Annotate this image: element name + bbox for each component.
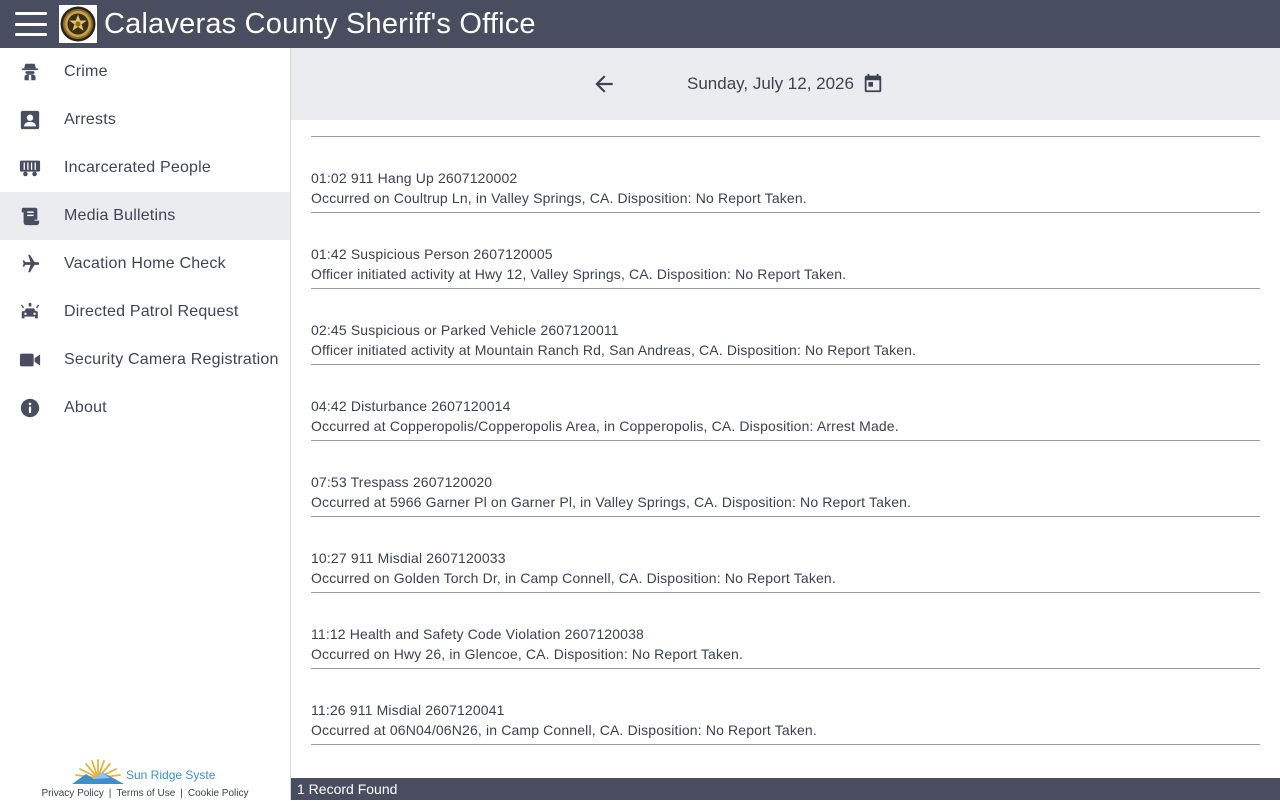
list-item[interactable] bbox=[311, 213, 1260, 289]
sidebar-item-label: Arrests bbox=[64, 111, 117, 128]
airplane-icon bbox=[18, 252, 42, 276]
hamburger-menu-icon[interactable] bbox=[15, 12, 47, 36]
info-icon bbox=[18, 396, 42, 420]
video-camera-icon bbox=[18, 348, 42, 372]
id-badge-icon bbox=[18, 108, 42, 132]
cookie-policy-link[interactable]: Cookie Policy bbox=[187, 788, 249, 799]
entry-title: 02:45 Suspicious or Parked Vehicle 2607120011 bbox=[311, 322, 619, 338]
entry-title: 10:27 911 Misdial 2607120033 bbox=[311, 550, 506, 566]
sun-ridge-logo-text: Sun Ridge Syste bbox=[126, 768, 216, 782]
list-item[interactable] bbox=[311, 669, 1260, 745]
entry-description: Officer initiated activity at Mountain Ranch Rd, San Andreas, CA. Disposition: No Report Taken. bbox=[311, 342, 917, 358]
calendar-icon[interactable] bbox=[862, 72, 884, 94]
entry-title: 01:02 911 Hang Up 2607120002 bbox=[311, 170, 518, 186]
list-item[interactable] bbox=[311, 137, 1260, 213]
selected-date[interactable]: Sunday, July 12, 2026 bbox=[687, 74, 854, 93]
sidebar-item-label: Directed Patrol Request bbox=[64, 303, 239, 320]
sidebar-item-label: Crime bbox=[64, 63, 108, 80]
terms-of-use-link[interactable]: Terms of Use bbox=[116, 788, 176, 799]
sun-ridge-logo-icon bbox=[72, 758, 124, 784]
jail-bus-icon bbox=[18, 156, 42, 180]
main-content bbox=[291, 48, 1280, 778]
entry-description: Officer initiated activity at Hwy 12, Valley Springs, CA. Disposition: No Report Taken. bbox=[311, 266, 847, 282]
divider bbox=[311, 120, 1260, 137]
record-count: 1 Record Found bbox=[297, 781, 398, 797]
list-item[interactable] bbox=[311, 289, 1260, 365]
sidebar-item-incarcerated-people[interactable] bbox=[0, 144, 290, 192]
top-app-bar bbox=[0, 0, 1280, 48]
entry-description: Occurred on Hwy 26, in Glencoe, CA. Disposition: No Report Taken. bbox=[311, 646, 744, 662]
detective-icon bbox=[18, 60, 42, 84]
sidebar-item-vacation-home-check[interactable] bbox=[0, 240, 290, 288]
entry-title: 11:26 911 Misdial 2607120041 bbox=[311, 702, 505, 718]
list-item[interactable] bbox=[311, 517, 1260, 593]
legal-links bbox=[0, 788, 290, 799]
entry-title: 11:12 Health and Safety Code Violation 2607120038 bbox=[311, 626, 644, 642]
entry-title: 07:53 Trespass 2607120020 bbox=[311, 474, 493, 490]
list-item[interactable] bbox=[311, 441, 1260, 517]
entry-description: Occurred at 5966 Garner Pl on Garner Pl, in Valley Springs, CA. Disposition: No Report Taken. bbox=[311, 494, 912, 510]
police-car-icon bbox=[18, 300, 42, 324]
separator: | bbox=[180, 788, 183, 799]
sidebar-item-directed-patrol-request[interactable] bbox=[0, 288, 290, 336]
separator: | bbox=[108, 788, 112, 799]
sidebar-item-label: Media Bulletins bbox=[64, 207, 176, 224]
sidebar-item-media-bulletins[interactable] bbox=[0, 192, 290, 240]
app-title: Calaveras County Sheriff's Office bbox=[104, 7, 536, 40]
entry-description: Occurred at 06N04/06N26, in Camp Connell, CA. Disposition: No Report Taken. bbox=[311, 722, 817, 738]
sidebar-item-label: Security Camera Registration bbox=[64, 351, 279, 368]
entry-description: Occurred on Golden Torch Dr, in Camp Connell, CA. Disposition: No Report Taken. bbox=[311, 570, 836, 586]
bulletin-list bbox=[291, 120, 1280, 745]
date-bar bbox=[291, 48, 1280, 120]
sidebar-item-label: Vacation Home Check bbox=[64, 255, 226, 272]
sidebar-footer bbox=[0, 752, 290, 800]
sidebar-item-security-camera-registration[interactable] bbox=[0, 336, 290, 384]
entry-title: 04:42 Disturbance 2607120014 bbox=[311, 398, 511, 414]
status-bar bbox=[291, 778, 1280, 800]
entry-title: 01:42 Suspicious Person 2607120005 bbox=[311, 246, 553, 262]
sidebar-item-label: About bbox=[64, 399, 107, 416]
list-item[interactable] bbox=[311, 593, 1260, 669]
arrow-left-icon[interactable] bbox=[591, 71, 617, 97]
entry-description: Occurred on Coultrup Ln, in Valley Springs, CA. Disposition: No Report Taken. bbox=[311, 190, 807, 206]
sun-ridge-logo bbox=[72, 758, 215, 784]
sheriff-star-badge-icon bbox=[59, 5, 97, 43]
scroll-icon bbox=[18, 204, 42, 228]
sidebar-item-about[interactable] bbox=[0, 384, 290, 432]
sidebar-item-label: Incarcerated People bbox=[64, 159, 212, 176]
sidebar-item-arrests[interactable] bbox=[0, 96, 290, 144]
entry-description: Occurred at Copperopolis/Copperopolis Area, in Copperopolis, CA. Disposition: Arrest Made. bbox=[311, 418, 899, 434]
privacy-policy-link[interactable]: Privacy Policy bbox=[41, 788, 104, 799]
list-item[interactable] bbox=[311, 365, 1260, 441]
sidebar-item-crime[interactable] bbox=[0, 48, 290, 96]
sidebar-nav bbox=[0, 48, 291, 800]
